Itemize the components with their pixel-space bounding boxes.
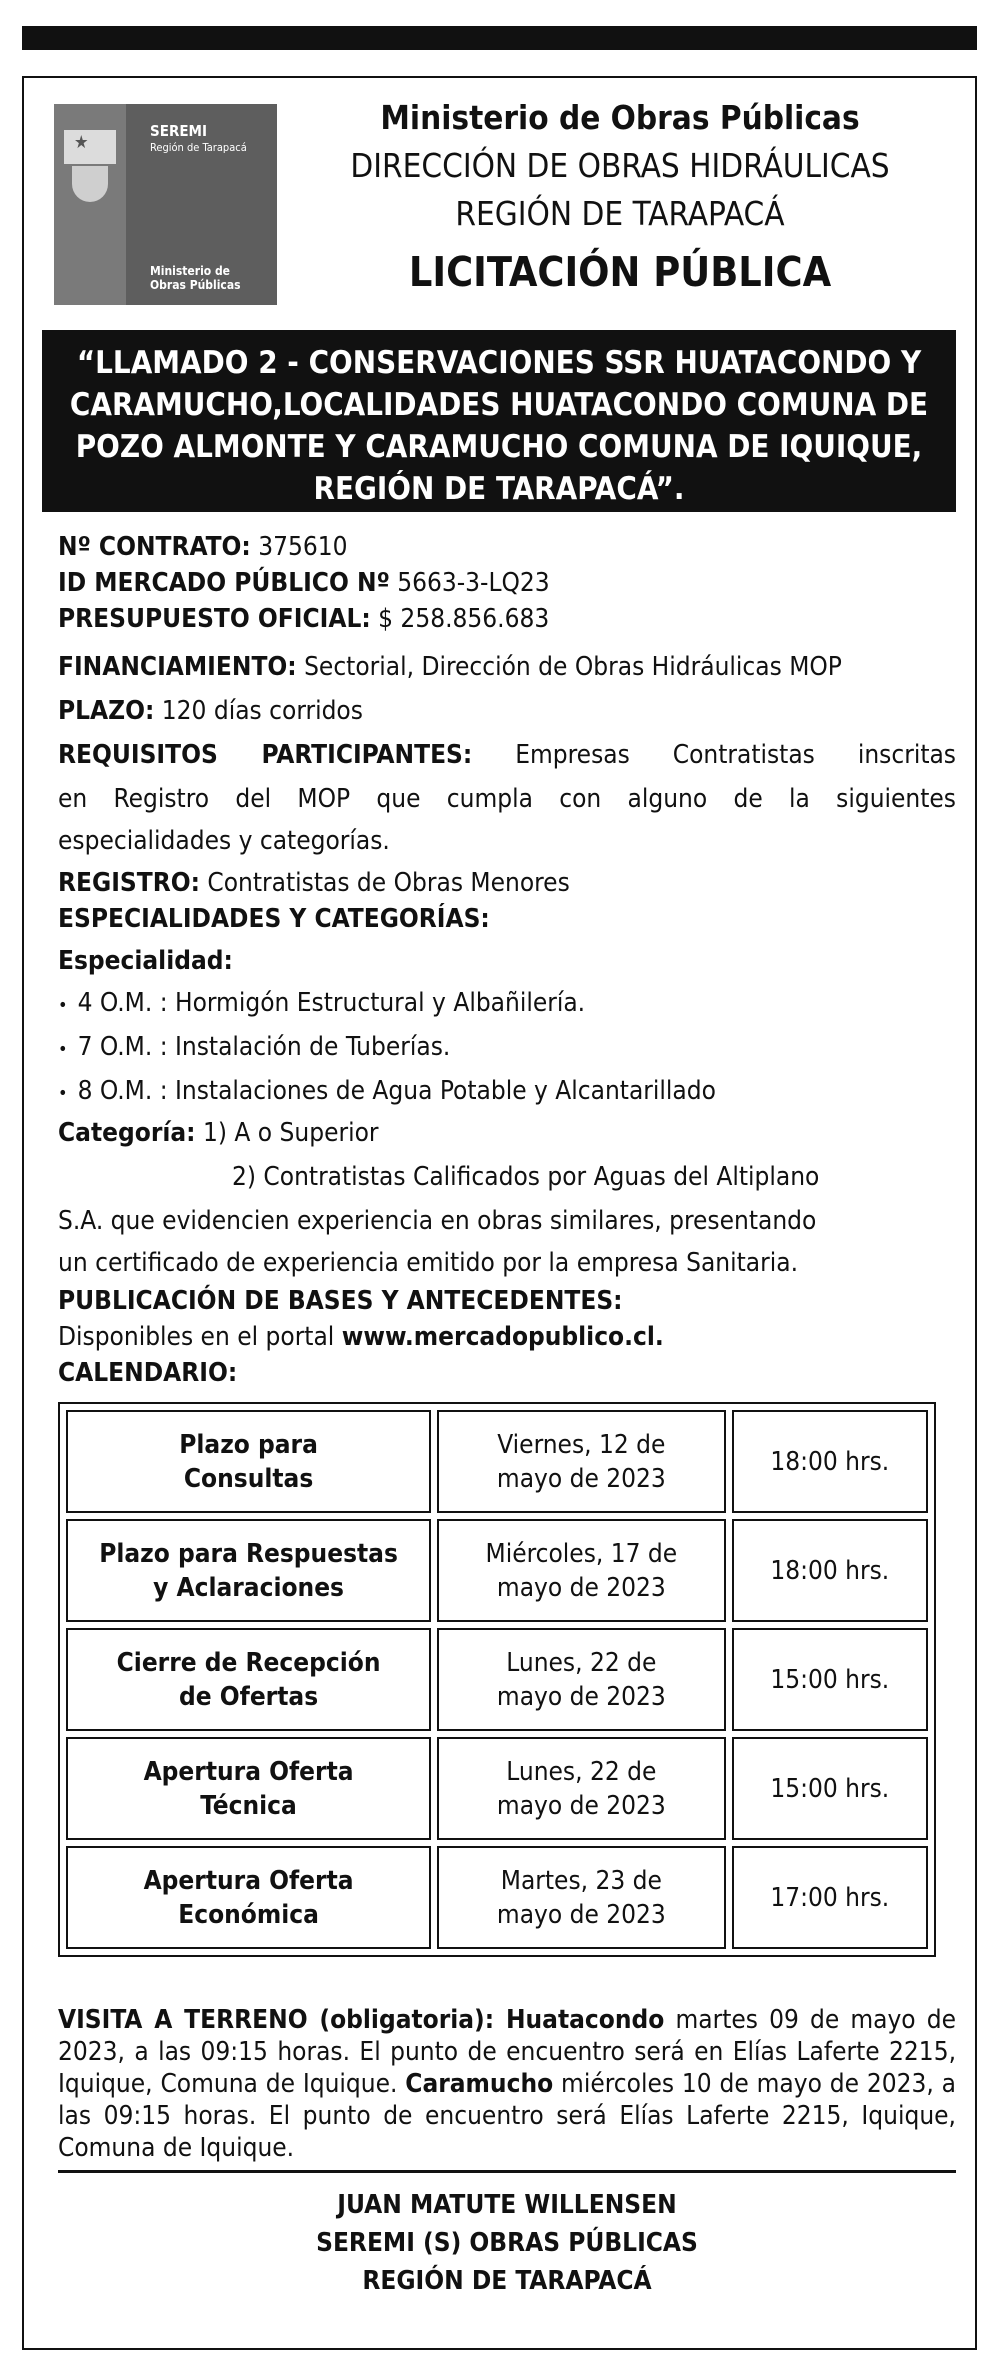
categoria-label: Categoría: [58, 1118, 196, 1148]
logo-ministerio-line2: Obras Públicas [150, 278, 241, 293]
etapa-cell: Plazo para Consultas [66, 1410, 431, 1513]
visita-texto-2: miércoles 10 de mayo de 2023, a las 09:15 horas. El punto de encuentro será Elías Laferte 2215, Iquique, Comuna de Iquique. [58, 2069, 957, 2163]
fecha-cell: Lunes, 22 de mayo de 2023 [437, 1628, 725, 1731]
requisitos-label: REQUISITOS PARTICIPANTES: [58, 740, 473, 770]
plazo-label: PLAZO: [58, 696, 155, 726]
requisitos-line-3: especialidades y categorías. [58, 826, 390, 856]
llamado-line-4: REGIÓN DE TARAPACÁ”. [313, 471, 685, 507]
table-row [66, 1628, 928, 1731]
etapa-cell: Apertura Oferta Económica [66, 1846, 431, 1949]
table-row [66, 1846, 928, 1949]
firma-region: REGIÓN DE TARAPACÁ [362, 2266, 652, 2296]
visita-lugar-1: Huatacondo [494, 2005, 665, 2035]
portal-link[interactable]: www.mercadopublico.cl. [341, 1322, 664, 1352]
especialidad-heading: Especialidad: [58, 946, 233, 976]
calendario-table [58, 1402, 936, 1957]
presupuesto-value: $ 258.856.683 [370, 604, 550, 634]
llamado-line-1: “LLAMADO 2 - CONSERVACIONES SSR HUATACONDO Y [76, 345, 922, 381]
llamado-line-3: POZO ALMONTE Y CARAMUCHO COMUNA DE IQUIQUE, [75, 429, 923, 465]
presupuesto-field [58, 604, 549, 634]
visita-label: VISITA A TERRENO (obligatoria): [58, 2005, 495, 2035]
contrato-field [58, 532, 347, 562]
visita-texto-1: martes 09 de mayo de 2023, a las 09:15 horas. El punto de encuentro será en Elías Laferte 2215, Iquique, Comuna de Iquique. [58, 2005, 956, 2099]
requisitos-line-2: en Registro del MOP que cumpla con alguno de la siguientes [58, 784, 956, 814]
financiamiento-field [58, 652, 842, 682]
especialidad-item-2: • 7 O.M. : Instalación de Tuberías. [58, 1032, 451, 1062]
fecha-cell: Viernes, 12 de mayo de 2023 [437, 1410, 725, 1513]
publicacion-heading: PUBLICACIÓN DE BASES Y ANTECEDENTES: [58, 1286, 623, 1316]
logo-seremi-text: SEREMI [150, 122, 208, 140]
hora-cell: 18:00 hrs. [732, 1410, 928, 1513]
table-row [66, 1519, 928, 1622]
firma-nombre: JUAN MATUTE WILLENSEN [337, 2190, 677, 2220]
id-mercado-label: ID MERCADO PÚBLICO Nº [58, 568, 390, 598]
presupuesto-label: PRESUPUESTO OFICIAL: [58, 604, 371, 634]
etapa-cell: Plazo para Respuestas y Aclaraciones [66, 1519, 431, 1622]
licitacion-title: LICITACIÓN PÚBLICA [408, 248, 832, 296]
fecha-cell: Lunes, 22 de mayo de 2023 [437, 1737, 725, 1840]
categoria-item-2: 2) Contratistas Calificados por Aguas del Altiplano [232, 1162, 820, 1192]
flag-icon [64, 130, 116, 164]
id-mercado-value: 5663-3-LQ23 [389, 568, 550, 598]
etapa-cell: Apertura Oferta Técnica [66, 1737, 431, 1840]
contrato-value: 375610 [250, 532, 348, 562]
logo-ministerio-text [150, 264, 241, 293]
plazo-value: 120 días corridos [154, 696, 363, 726]
hora-cell: 15:00 hrs. [732, 1628, 928, 1731]
categoria-item-2-cont-1: S.A. que evidencien experiencia en obras similares, presentando [58, 1206, 817, 1236]
signature-divider [58, 2170, 956, 2173]
publicacion-value: Disponibles en el portal [58, 1322, 342, 1352]
calendario-heading: CALENDARIO: [58, 1358, 238, 1388]
categoria-item-2-cont-2: un certificado de experiencia emitido por la empresa Sanitaria. [58, 1248, 798, 1278]
bullet-icon: • [58, 995, 68, 1016]
hora-cell: 17:00 hrs. [732, 1846, 928, 1949]
hora-cell: 15:00 hrs. [732, 1737, 928, 1840]
publicacion-line [58, 1322, 664, 1352]
fecha-cell: Martes, 23 de mayo de 2023 [437, 1846, 725, 1949]
visita-terreno-paragraph [58, 2004, 956, 2164]
region-heading: REGIÓN DE TARAPACÁ [455, 194, 785, 233]
coat-of-arms-icon [72, 166, 108, 202]
categoria-field [58, 1118, 379, 1148]
etapa-cell: Cierre de Recepción de Ofertas [66, 1628, 431, 1731]
llamado-line-2: CARAMUCHO,LOCALIDADES HUATACONDO COMUNA DE [69, 387, 929, 423]
requisitos-line-1 [58, 740, 956, 770]
star-icon: ★ [74, 132, 89, 153]
firma-cargo: SEREMI (S) OBRAS PÚBLICAS [316, 2228, 698, 2258]
logo-ministerio-line1: Ministerio de [150, 264, 230, 278]
contrato-label: Nº CONTRATO: [58, 532, 251, 562]
requisitos-value-1: Empresas Contratistas inscritas [472, 740, 956, 770]
fecha-cell: Miércoles, 17 de mayo de 2023 [437, 1519, 725, 1622]
categoria-item-1: 1) A o Superior [195, 1118, 379, 1148]
registro-value: Contratistas de Obras Menores [199, 868, 570, 898]
financiamiento-value: Sectorial, Dirección de Obras Hidráulicas MOP [296, 652, 842, 682]
id-mercado-field [58, 568, 550, 598]
llamado-title-box [42, 330, 956, 512]
financiamiento-label: FINANCIAMIENTO: [58, 652, 297, 682]
registro-label: REGISTRO: [58, 868, 200, 898]
visita-lugar-2: Caramucho [405, 2069, 554, 2099]
logo-region-text: Región de Tarapacá [150, 141, 247, 154]
seremi-logo [54, 104, 277, 305]
plazo-field [58, 696, 363, 726]
table-row [66, 1737, 928, 1840]
bullet-icon: • [58, 1083, 68, 1104]
direccion-heading: DIRECCIÓN DE OBRAS HIDRÁULICAS [350, 146, 890, 185]
especialidades-heading: ESPECIALIDADES Y CATEGORÍAS: [58, 904, 490, 934]
especialidad-item-1: • 4 O.M. : Hormigón Estructural y Albañilería. [58, 988, 586, 1018]
table-row [66, 1410, 928, 1513]
registro-field [58, 868, 570, 898]
bullet-icon: • [58, 1039, 68, 1060]
especialidad-item-3: • 8 O.M. : Instalaciones de Agua Potable y Alcantarillado [58, 1076, 716, 1106]
ministerio-heading: Ministerio de Obras Públicas [380, 98, 860, 137]
top-black-bar [22, 26, 977, 50]
hora-cell: 18:00 hrs. [732, 1519, 928, 1622]
